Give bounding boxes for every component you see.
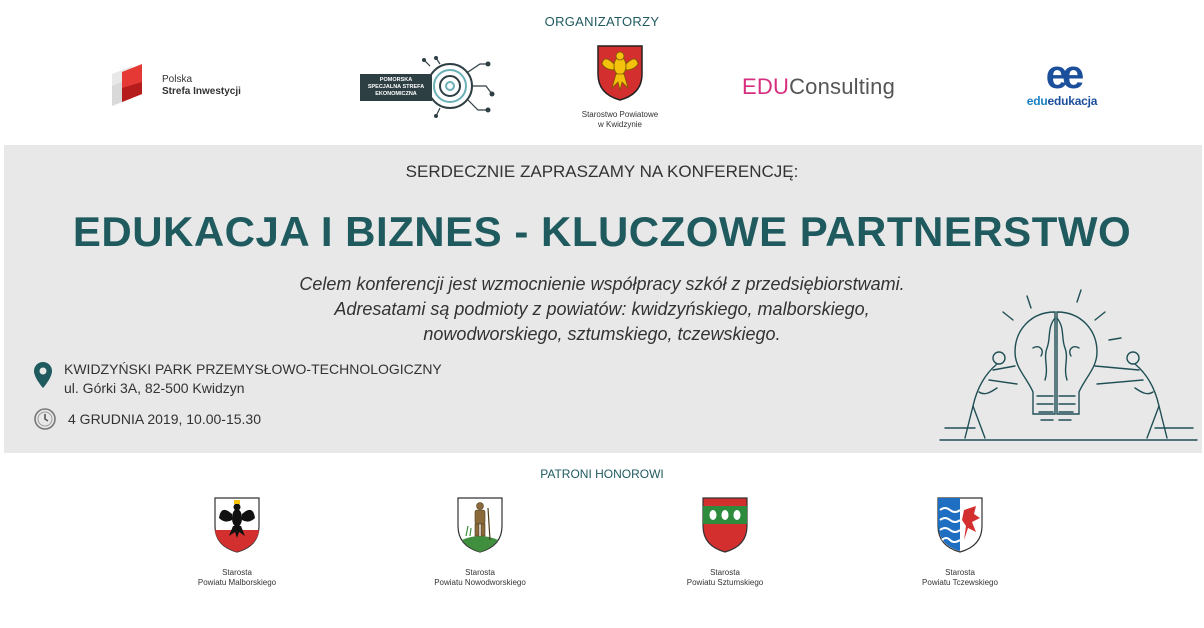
patrons-heading: PATRONI HONOROWI xyxy=(540,467,664,481)
ee-mark-icon: ee xyxy=(1045,53,1079,97)
logo-starostwo-kwidzyn xyxy=(560,44,680,130)
logo-educonsulting xyxy=(742,74,895,100)
logo-polska-strefa-inwestycji xyxy=(108,64,241,108)
sztum-coat-of-arms-icon xyxy=(701,496,749,554)
lightbulb-illustration xyxy=(935,288,1200,443)
conference-datetime: 4 GRUDNIA 2019, 10.00-15.30 xyxy=(68,411,262,427)
kwidzyn-coat-of-arms-icon xyxy=(596,44,644,102)
patron-3-line1: Starosta xyxy=(710,568,740,577)
venue-address: ul. Górki 3A, 82-500 Kwidzyn xyxy=(64,380,245,396)
pssse-label xyxy=(360,74,432,101)
pssse-line2: SPECJALNA STREFA xyxy=(367,84,425,90)
starostwo-line2: w Kwidzynie xyxy=(597,120,642,129)
psi-line1: Polska xyxy=(162,74,193,85)
invitation-intro: SERDECZNIE ZAPRASZAMY NA KONFERENCJĘ: xyxy=(405,162,799,181)
description-line-1: Celem konferencji jest wzmocnienie współpracy szkół z przedsiębiorstwami. xyxy=(299,274,905,294)
patron-nowodworski xyxy=(410,496,550,588)
psi-line2: Strefa Inwestycji xyxy=(162,86,241,97)
conference-title: EDUKACJA I BIZNES - KLUCZOWE PARTNERSTWO xyxy=(72,208,1132,255)
logo-eduedukacja xyxy=(1022,53,1102,108)
patron-1-line2: Powiatu Malborskiego xyxy=(197,578,277,587)
patron-4-line1: Starosta xyxy=(945,568,975,577)
map-pin-icon xyxy=(34,362,52,388)
nowy-dwor-coat-of-arms-icon xyxy=(456,496,504,554)
patron-sztumski xyxy=(655,496,795,588)
patron-4-line2: Powiatu Tczewskiego xyxy=(922,578,998,587)
patron-1-line1: Starosta xyxy=(222,568,252,577)
pssse-line1: POMORSKA xyxy=(379,77,413,83)
patron-3-line2: Powiatu Sztumskiego xyxy=(686,578,764,587)
organizers-heading: ORGANIZATORZY xyxy=(544,14,660,29)
pssse-line3: EKONOMICZNA xyxy=(375,91,417,97)
consulting-part: Consulting xyxy=(789,74,896,99)
patron-tczewski xyxy=(890,496,1030,588)
tczew-coat-of-arms-icon xyxy=(936,496,984,554)
starostwo-line1: Starostwo Powiatowe xyxy=(581,110,659,119)
patron-malborski xyxy=(167,496,307,588)
patron-2-line2: Powiatu Nowodworskiego xyxy=(434,578,526,587)
psi-logo-icon xyxy=(108,64,152,108)
patron-2-line1: Starosta xyxy=(465,568,495,577)
description-line-3: nowodworskiego, sztumskiego, tczewskiego. xyxy=(423,324,781,344)
logo-pomorska-sse xyxy=(360,56,500,120)
ee-part2: edukacja xyxy=(1047,94,1098,108)
ee-part1: edu xyxy=(1026,94,1048,108)
date-info xyxy=(34,408,261,430)
venue-info xyxy=(34,360,442,398)
clock-icon xyxy=(34,408,56,430)
venue-name: KWIDZYŃSKI PARK PRZEMYSŁOWO-TECHNOLOGICZNY xyxy=(64,361,442,377)
edu-part: EDU xyxy=(742,74,790,99)
description-line-2: Adresatami są podmioty z powiatów: kwidzyńskiego, malborskiego, xyxy=(334,299,870,319)
malbork-coat-of-arms-icon xyxy=(213,496,261,554)
